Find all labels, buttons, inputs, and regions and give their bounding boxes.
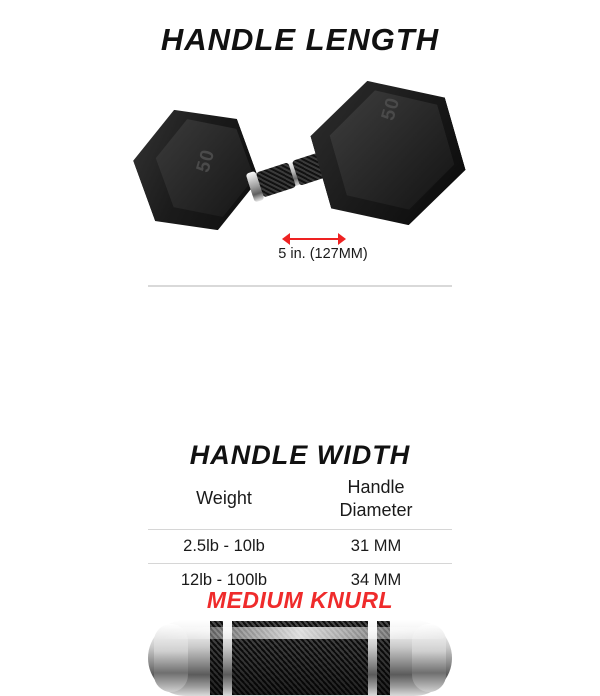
table-header-row (148, 472, 452, 530)
cell-weight-range: 2.5lb - 10lb (183, 537, 265, 555)
column-header-line1: Handle (347, 477, 405, 497)
section-title-handle-width: HANDLE WIDTH (189, 440, 411, 470)
column-header-weight: Weight (196, 488, 252, 509)
measurement-label (0, 246, 600, 262)
page-title-handle-length: HANDLE LENGTH (160, 22, 440, 57)
weight-stamp-left: 50 (192, 146, 220, 175)
weight-stamp-right: 50 (377, 94, 405, 123)
cell-weight-range: 12lb - 100lb (180, 570, 268, 589)
measurement-value: 5 in. (127MM) (278, 246, 368, 262)
cell-handle-diameter: 34 MM (350, 570, 402, 589)
grip-specular-highlight (154, 627, 446, 639)
section-title-medium-knurl: MEDIUM KNURL (206, 587, 394, 613)
handle-length-section (0, 0, 600, 282)
handle-grip-illustration (148, 620, 452, 696)
dumbbell-illustration (140, 72, 470, 232)
handle-width-table (148, 472, 452, 596)
arrow-head-right-icon (338, 233, 346, 245)
measurement-arrow-icon (282, 232, 346, 246)
table-row (148, 564, 452, 597)
column-header-handle-diameter (300, 472, 452, 529)
table-row (148, 530, 452, 564)
measurement-line (289, 238, 339, 240)
column-header-line2: Diameter (339, 499, 413, 520)
cell-handle-diameter: 31 MM (350, 537, 402, 555)
